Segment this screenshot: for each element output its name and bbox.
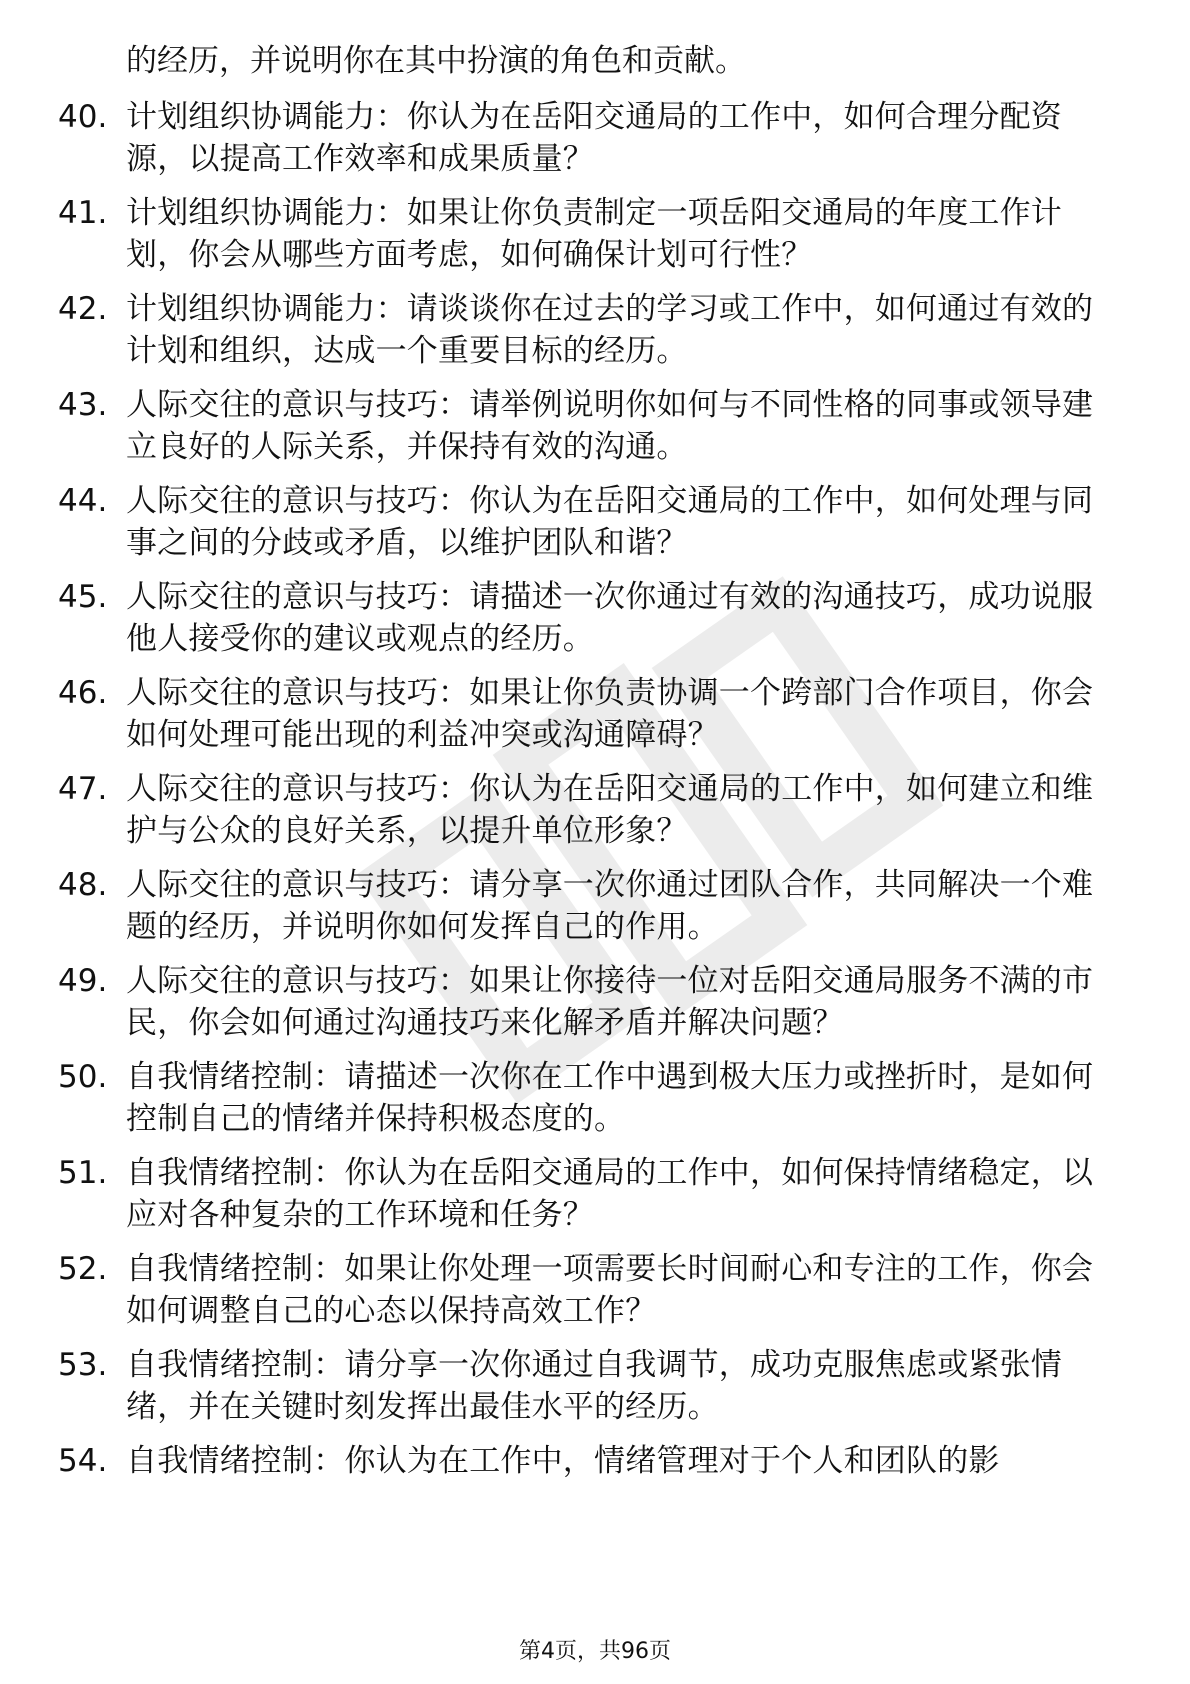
item-text: 自我情绪控制：你认为在工作中，情绪管理对于个人和团队的影 [126,1443,1000,1479]
item-text: 人际交往的意识与技巧：你认为在岳阳交通局的工作中，如何建立和维护与公众的良好关系，以提升单位形象？ [126,771,1094,849]
continuation-text: 的经历，并说明你在其中扮演的角色和贡献。 [126,43,746,79]
item-number: 53. [58,1347,108,1383]
item-number: 47. [58,771,108,807]
item-number: 49. [58,963,108,999]
item-text: 人际交往的意识与技巧：请分享一次你通过团队合作，共同解决一个难题的经历，并说明你如何发挥自己的作用。 [126,867,1094,945]
page-footer: 第4页，共96页 [519,1639,671,1664]
item-number: 54. [58,1443,108,1479]
item-text: 自我情绪控制：请分享一次你通过自我调节，成功克服焦虑或紧张情绪，并在关键时刻发挥出最佳水平的经历。 [126,1347,1062,1425]
item-text: 人际交往的意识与技巧：请描述一次你通过有效的沟通技巧，成功说服他人接受你的建议或观点的经历。 [126,579,1094,657]
item-text: 人际交往的意识与技巧：请举例说明你如何与不同性格的同事或领导建立良好的人际关系，并保持有效的沟通。 [126,387,1094,465]
item-text: 自我情绪控制：如果让你处理一项需要长时间耐心和专注的工作，你会如何调整自己的心态以保持高效工作？ [126,1251,1094,1329]
item-number: 40. [58,99,108,135]
item-text: 人际交往的意识与技巧：如果让你负责协调一个跨部门合作项目，你会如何处理可能出现的利益冲突或沟通障碍？ [126,675,1094,753]
item-text: 自我情绪控制：你认为在岳阳交通局的工作中，如何保持情绪稳定，以应对各种复杂的工作环境和任务？ [126,1155,1094,1233]
item-number: 52. [58,1251,108,1287]
item-number: 46. [58,675,108,711]
item-number: 50. [58,1059,108,1095]
item-number: 51. [58,1155,108,1191]
item-number: 45. [58,579,108,615]
item-number: 41. [58,195,108,231]
item-number: 43. [58,387,108,423]
item-text: 计划组织协调能力：请谈谈你在过去的学习或工作中，如何通过有效的计划和组织，达成一个重要目标的经历。 [126,291,1094,369]
item-text: 人际交往的意识与技巧：你认为在岳阳交通局的工作中，如何处理与同事之间的分歧或矛盾，以维护团队和谐？ [126,483,1094,561]
item-number: 48. [58,867,108,903]
item-text: 计划组织协调能力：如果让你负责制定一项岳阳交通局的年度工作计划，你会从哪些方面考虑，如何确保计划可行性？ [126,195,1062,273]
item-number: 42. [58,291,108,327]
item-text: 计划组织协调能力：你认为在岳阳交通局的工作中，如何合理分配资源，以提高工作效率和成果质量？ [126,99,1062,177]
item-text: 自我情绪控制：请描述一次你在工作中遇到极大压力或挫折时，是如何控制自己的情绪并保持积极态度的。 [126,1059,1094,1137]
item-text: 人际交往的意识与技巧：如果让你接待一位对岳阳交通局服务不满的市民，你会如何通过沟通技巧来化解矛盾并解决问题？ [126,963,1094,1041]
item-number: 44. [58,483,108,519]
